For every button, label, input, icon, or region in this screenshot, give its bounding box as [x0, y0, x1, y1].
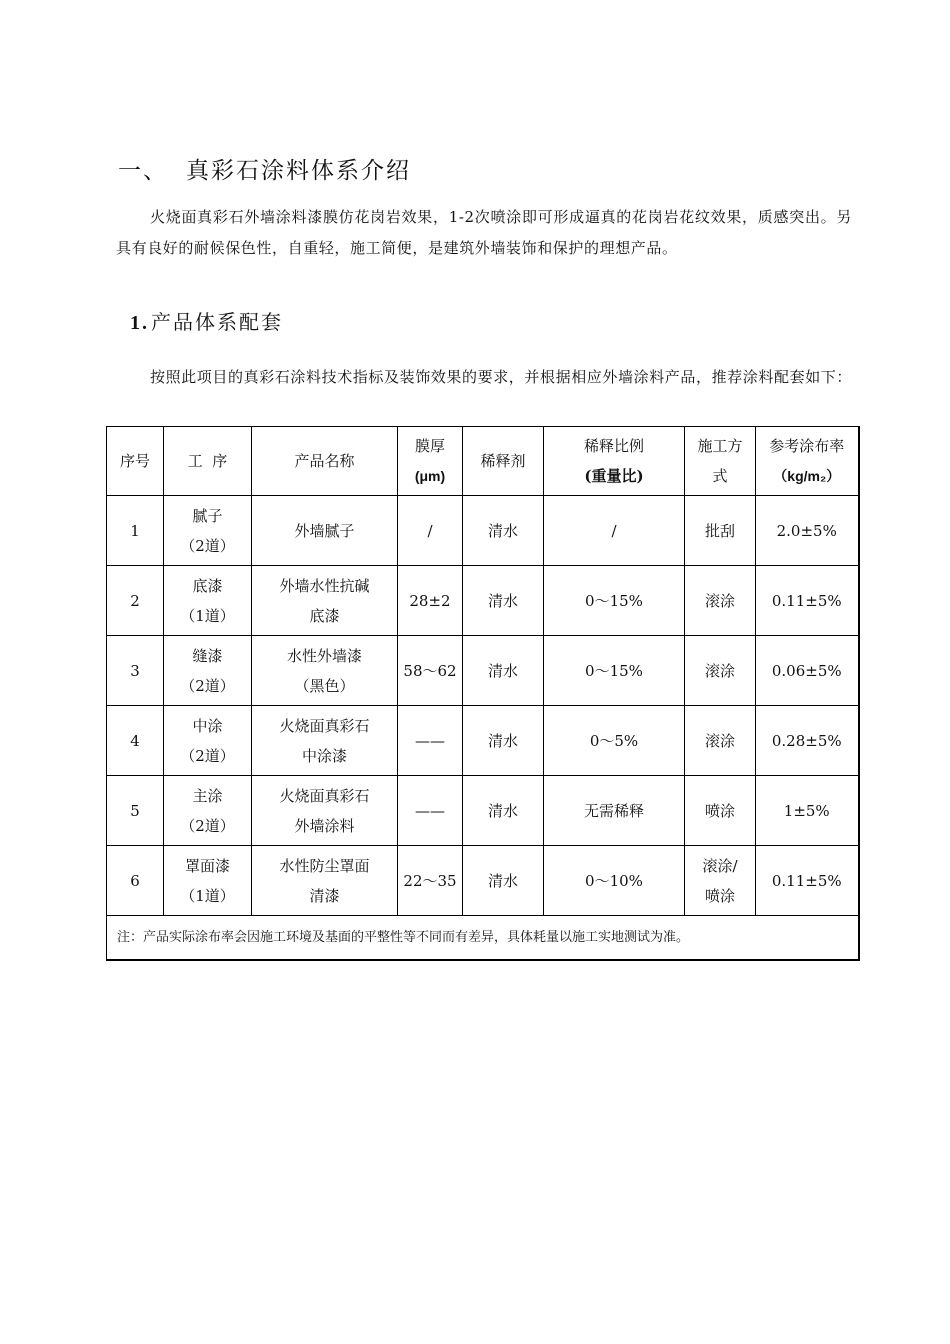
table-body: [107, 496, 859, 916]
cell-thinner: 清水: [463, 776, 544, 846]
cell-seq: 2: [107, 566, 164, 636]
cell-thickness: ——: [398, 776, 463, 846]
cell-rate: 0.28±5%: [756, 706, 859, 776]
table-row: [107, 776, 859, 846]
cell-process: 罩面漆 （1道）: [164, 846, 252, 916]
intro-paragraph: 火烧面真彩石外墙涂料漆膜仿花岗岩效果，1-2次喷涂即可形成逼真的花岗岩花纹效果，质感突出。另具有良好的耐候保色性，自重轻，施工简便，是建筑外墙装饰和保护的理想产品。: [116, 208, 852, 257]
cell-process: 中涂 （2道）: [164, 706, 252, 776]
table-row: [107, 846, 859, 916]
cell-ratio: 无需稀释: [544, 776, 685, 846]
cell-ratio: 0～15%: [544, 636, 685, 706]
cell-thinner: 清水: [463, 846, 544, 916]
header-ratio: 稀释比例 (重量比): [544, 427, 685, 496]
cell-thinner: 清水: [463, 496, 544, 566]
cell-seq: 4: [107, 706, 164, 776]
table-note-row: [107, 916, 859, 961]
table-row: [107, 496, 859, 566]
header-thickness: 膜厚 (μm): [398, 427, 463, 496]
header-product: 产品名称: [252, 427, 398, 496]
cell-seq: 5: [107, 776, 164, 846]
subsection-number: 1.: [130, 312, 149, 334]
system-paragraph: 按照此项目的真彩石涂料技术指标及装饰效果的要求，并根据相应外墙涂料产品，推荐涂料配套如下：: [150, 368, 853, 386]
cell-thinner: 清水: [463, 706, 544, 776]
header-process: 工 序: [164, 427, 252, 496]
cell-thinner: 清水: [463, 636, 544, 706]
cell-thickness: 58～62: [398, 636, 463, 706]
table-row: [107, 636, 859, 706]
cell-thickness: 22～35: [398, 846, 463, 916]
cell-rate: 0.11±5%: [756, 566, 859, 636]
cell-thickness: ——: [398, 706, 463, 776]
cell-ratio: 0～10%: [544, 846, 685, 916]
cell-rate: 0.06±5%: [756, 636, 859, 706]
table-note: 注：产品实际涂布率会因施工环境及基面的平整性等不同而有差异，具体耗量以施工实地测试为准。: [107, 916, 859, 961]
cell-product: 火烧面真彩石 中涂漆: [252, 706, 398, 776]
cell-product: 水性防尘罩面 清漆: [252, 846, 398, 916]
cell-thickness: 28±2: [398, 566, 463, 636]
section-heading-2: [130, 306, 283, 335]
cell-product: 外墙腻子: [252, 496, 398, 566]
table-header-row: [107, 427, 859, 496]
cell-ratio: 0～15%: [544, 566, 685, 636]
cell-method: 喷涂: [685, 776, 756, 846]
header-rate: 参考涂布率 （kg/m₂）: [756, 427, 859, 496]
cell-method: 滚涂: [685, 566, 756, 636]
cell-process: 缝漆 （2道）: [164, 636, 252, 706]
cell-process: 腻子 （2道）: [164, 496, 252, 566]
table-row: [107, 706, 859, 776]
cell-seq: 6: [107, 846, 164, 916]
section-number: 一、: [118, 158, 168, 184]
cell-rate: 2.0±5%: [756, 496, 859, 566]
header-method: 施工方 式: [685, 427, 756, 496]
cell-product: 火烧面真彩石 外墙涂料: [252, 776, 398, 846]
table-row: [107, 566, 859, 636]
cell-thickness: /: [398, 496, 463, 566]
cell-method: 滚涂: [685, 636, 756, 706]
cell-product: 水性外墙漆 （黑色）: [252, 636, 398, 706]
cell-method: 批刮: [685, 496, 756, 566]
cell-seq: 3: [107, 636, 164, 706]
coating-system-table: [106, 426, 860, 961]
header-seq: 序号: [107, 427, 164, 496]
cell-process: 主涂 （2道）: [164, 776, 252, 846]
cell-method: 滚涂: [685, 706, 756, 776]
subsection-title: 产品体系配套: [151, 310, 283, 334]
cell-rate: 1±5%: [756, 776, 859, 846]
cell-rate: 0.11±5%: [756, 846, 859, 916]
cell-process: 底漆 （1道）: [164, 566, 252, 636]
cell-product: 外墙水性抗碱 底漆: [252, 566, 398, 636]
section-title: 真彩石涂料体系介绍: [186, 158, 411, 184]
header-thinner: 稀释剂: [463, 427, 544, 496]
cell-thinner: 清水: [463, 566, 544, 636]
cell-ratio: /: [544, 496, 685, 566]
cell-method: 滚涂/ 喷涂: [685, 846, 756, 916]
section-heading-1: [118, 152, 411, 185]
cell-seq: 1: [107, 496, 164, 566]
cell-ratio: 0～5%: [544, 706, 685, 776]
